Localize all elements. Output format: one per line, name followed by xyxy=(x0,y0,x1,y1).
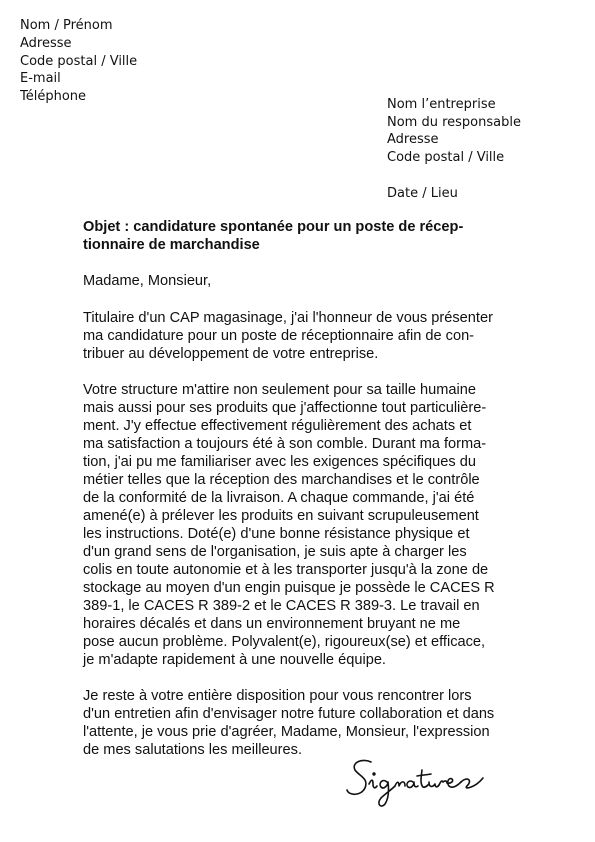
subject-line-text: tionnaire de marchandise xyxy=(83,237,260,253)
paragraph-line: 389-1, le CACES R 389-2 et le CACES R 389-3. Le travail en xyxy=(83,598,480,614)
paragraph-line: pose aucun problème. Polyvalent(e), rigoureux(se) et efficace, xyxy=(83,634,486,650)
paragraph-line: d'un entretien afin d'envisager notre future collaboration et dans xyxy=(83,706,495,722)
paragraph-line: je m'adapte rapidement à une nouvelle équipe. xyxy=(83,652,386,668)
sender-block xyxy=(20,17,137,106)
paragraph-line: Titulaire d'un CAP magasinage, j'ai l'honneur de vous présenter xyxy=(83,310,493,326)
paragraph-line: de la conformité de la livraison. A chaque commande, j'ai été xyxy=(83,490,475,506)
handwritten-signature xyxy=(343,754,488,810)
paragraph-line: Je reste à votre entière disposition pour vous rencontrer lors xyxy=(83,688,472,704)
paragraph-line: métier telles que la réception des marchandises et le contrôle xyxy=(83,472,480,488)
recipient-manager: Nom du responsable xyxy=(387,114,521,130)
paragraph-line: ment. J'y effectue effectivement régulièrement des achats et xyxy=(83,418,472,434)
sender-address: Adresse xyxy=(20,35,72,51)
recipient-company: Nom l’entreprise xyxy=(387,97,496,112)
sender-postal-city: Code postal / Ville xyxy=(20,53,138,69)
paragraph-line: les instructions. Doté(e) d'une bonne résistance physique et xyxy=(83,526,470,542)
sender-phone: Téléphone xyxy=(20,89,87,105)
sender-email: E-mail xyxy=(20,71,61,87)
paragraph-line: tribuer au développement de votre entreprise. xyxy=(83,346,379,362)
recipient-postal-city: Code postal / Ville xyxy=(387,149,505,165)
paragraph-line: ma satisfaction a toujours été à son comble. Durant ma forma- xyxy=(83,436,487,452)
subject-line-text: Objet : candidature spontanée pour un poste de récep- xyxy=(83,219,464,235)
paragraph-line: ma candidature pour un poste de réceptionnaire afin de con- xyxy=(83,328,475,344)
date-place: Date / Lieu xyxy=(387,186,458,201)
recipient-block xyxy=(387,96,521,166)
paragraph-line: l'attente, je vous prie d'agréer, Madame, Monsieur, l'expression xyxy=(83,724,490,740)
paragraph-line: Votre structure m'attire non seulement pour sa taille humaine xyxy=(83,382,476,398)
paragraph-line: mais aussi pour ses produits que j'affectionne tout particulière- xyxy=(83,400,487,416)
sender-name: Nom / Prénom xyxy=(20,18,113,33)
paragraph-closing xyxy=(83,687,523,759)
paragraph-motivation xyxy=(83,381,523,669)
subject-line xyxy=(83,218,523,254)
recipient-address: Adresse xyxy=(387,132,439,148)
paragraph-line: tion, j'ai pu me familiariser avec les exigences spécifiques du xyxy=(83,454,476,470)
paragraph-line: horaires décalés et dans un environnement bruyant ne me xyxy=(83,616,461,632)
paragraph-line: stockage au moyen d'un engin puisque je possède le CACES R xyxy=(83,580,495,596)
salutation: Madame, Monsieur, xyxy=(83,273,212,289)
paragraph-line: amené(e) à prélever les produits en suivant scrupuleusement xyxy=(83,508,479,524)
paragraph-line: de mes salutations les meilleures. xyxy=(83,742,303,758)
paragraph-intro xyxy=(83,309,523,363)
paragraph-line: colis en toute autonomie et à les transporter jusqu'à la zone de xyxy=(83,562,489,578)
paragraph-line: d'un grand sens de l'organisation, je suis apte à charger les xyxy=(83,544,467,560)
